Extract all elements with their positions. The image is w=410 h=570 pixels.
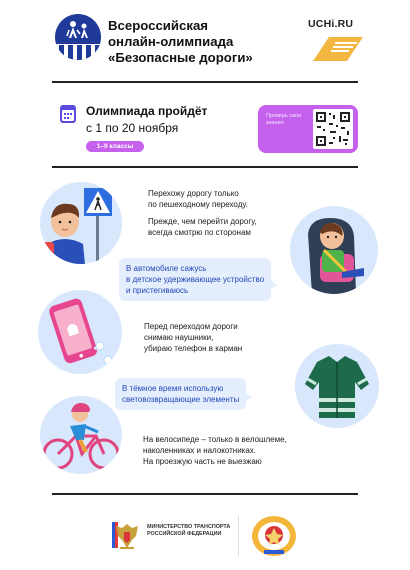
qr-code[interactable] [313, 109, 353, 149]
footer-separator [238, 516, 239, 556]
olympiad-title: Олимпиада пройдёт [86, 104, 208, 118]
ministry-emblem [112, 518, 142, 552]
rule-6-line-3: На проезжую часть не выезжаю [143, 457, 262, 466]
calendar-icon [60, 105, 76, 123]
divider-top [52, 81, 358, 83]
traffic-police-emblem [250, 514, 298, 558]
rule-car-seat-bubble [119, 258, 271, 301]
ministry-line-2: РОССИЙСКОЙ ФЕДЕРАЦИИ [147, 531, 222, 537]
divider-bottom [52, 493, 358, 495]
ministry-name [147, 524, 230, 538]
rule-4-line-1: Перед переходом дороги [144, 322, 238, 331]
page-title [108, 18, 308, 66]
rule-headphones-text [144, 321, 242, 354]
rule-2-line-2: всегда смотрю по сторонам [148, 228, 251, 237]
qr-card[interactable] [258, 105, 358, 153]
partner-badge-icon [311, 33, 365, 63]
child-car-seat-illustration [290, 206, 378, 294]
rule-look-text [148, 216, 257, 238]
rule-reflective-bubble [115, 378, 246, 410]
rule-3-line-1: В автомобиле сажусь [126, 264, 207, 273]
rule-crossing-text [148, 188, 248, 210]
qr-caption: Проверь свои знания [266, 113, 302, 126]
rule-1-line-1: Перехожу дорогу только [148, 189, 239, 198]
rule-5-line-2: световозвращающие элементы [122, 395, 240, 404]
title-line-1: Всероссийская [108, 18, 208, 33]
reflective-jacket-illustration [295, 344, 379, 428]
rule-5-line-1: В тёмное время использую [122, 384, 224, 393]
title-line-2: онлайн-олимпиада [108, 34, 234, 49]
title-line-3: «Безопасные дороги» [108, 50, 253, 65]
divider-middle [52, 166, 358, 168]
rule-4-line-2: снимаю наушники, [144, 333, 214, 342]
crossing-sign-icon [40, 182, 122, 264]
partner-logo [308, 18, 368, 30]
grades-badge: 1–9 классы [86, 141, 144, 152]
olympiad-dates: с 1 по 20 ноября [86, 121, 179, 135]
rule-6-line-1: На велосипеде – только в велошлеме, [143, 435, 287, 444]
rule-bicycle-text [143, 434, 287, 467]
partner-logo-text: UCHi.RU [308, 18, 354, 30]
rule-4-line-3: убираю телефон в карман [144, 344, 243, 353]
rule-1-line-2: по пешеходному переходу. [148, 200, 248, 209]
smartphone-headphones-illustration [38, 290, 122, 374]
ministry-line-1: МИНИСТЕРСТВО ТРАНСПОРТА [147, 524, 231, 530]
rule-3-line-2: в детское удерживающее устройство [126, 275, 265, 284]
cyclist-illustration [40, 396, 122, 474]
rule-6-line-2: наколенниках и налокотниках. [143, 446, 257, 455]
rule-3-line-3: и пристегиваюсь [126, 286, 189, 295]
rule-2-line-1: Прежде, чем перейти дорогу, [148, 217, 257, 226]
pedestrian-crossing-logo [55, 14, 101, 60]
